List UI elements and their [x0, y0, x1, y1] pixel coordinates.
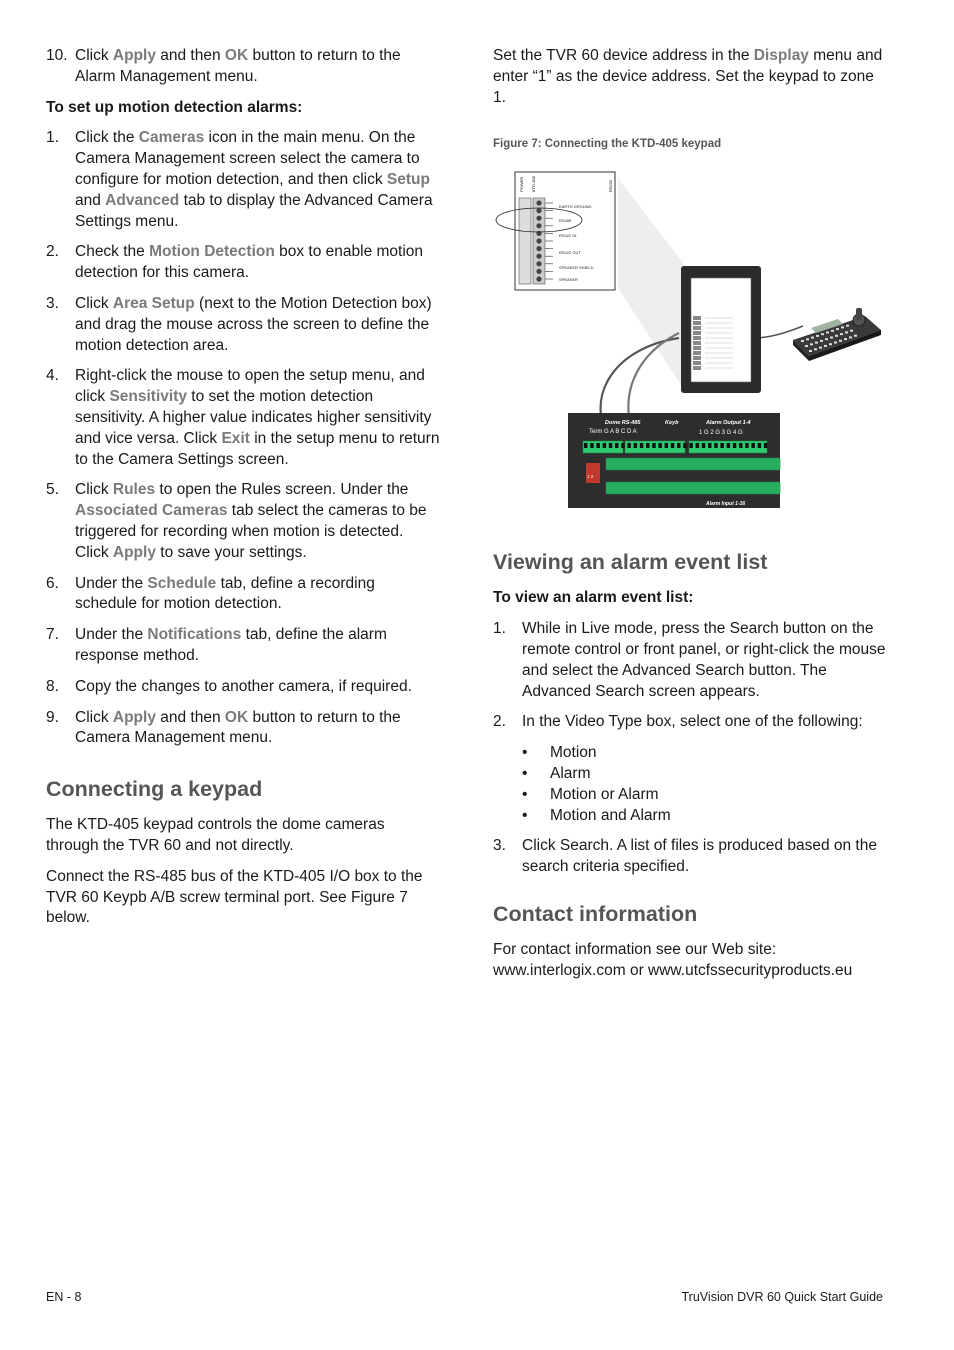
screw-terminal	[536, 231, 541, 236]
contact-text: For contact information see our Web site: www.interlogix.com or www.utcfssecurityproducts.eu	[493, 940, 853, 979]
terminal-hole	[634, 443, 638, 448]
ui-term: Schedule	[147, 574, 217, 592]
board-label: Keyb	[665, 420, 679, 427]
terminal-hole	[764, 443, 768, 448]
list-item	[46, 46, 441, 88]
keypad-key	[830, 337, 833, 339]
keypad-key	[815, 342, 818, 344]
list-item	[46, 574, 441, 616]
ktd-405-keypad	[793, 308, 881, 361]
list-item	[522, 806, 888, 827]
list-item	[493, 712, 888, 733]
bullet-text: Motion or Alarm	[550, 785, 659, 803]
step-text: (next to the Motion Detection box) and drag the mouse across the screen to define the motion detection area.	[75, 294, 432, 354]
ui-term: Sensitivity	[109, 388, 187, 406]
board-label: Dome RS-485	[605, 420, 641, 427]
intro-text: menu and enter “1” as the device address. Set the keypad to zone 1.	[493, 47, 883, 106]
keypad-key	[816, 335, 819, 337]
terminal-hole	[584, 443, 588, 448]
ui-term: Setup	[386, 170, 430, 188]
step-number: 10.	[46, 47, 68, 64]
list-item	[46, 625, 441, 667]
terminal-hole	[689, 443, 693, 448]
terminal-hole	[739, 443, 743, 448]
keypad-key	[844, 338, 847, 340]
io-terminal	[693, 341, 701, 345]
bullet-icon: •	[522, 744, 528, 762]
screw-terminal	[536, 239, 541, 244]
io-terminal	[693, 351, 701, 355]
step-number: 2.	[493, 713, 506, 731]
terminal-hole	[671, 443, 675, 448]
step-text: While in Live mode, press the Search button on the remote control or front panel, or right-click the mouse and select the Advanced Search button. The Advanced Search screen appears.	[522, 620, 886, 700]
keypad-title: Connecting a keypad	[46, 777, 263, 802]
figure-caption: Figure 7: Connecting the KTD-405 keypad	[493, 138, 722, 151]
list-item	[522, 764, 888, 785]
view-heading: To view an alarm event list:	[493, 589, 694, 607]
keypad-key	[840, 333, 843, 335]
ui-term: Apply	[112, 543, 156, 561]
board-label: Term G A B C D A	[589, 429, 637, 436]
list-item	[46, 708, 441, 750]
step-text: in the setup menu to return to the Camera Settings screen.	[75, 429, 440, 468]
bullet-text: Alarm	[550, 764, 591, 782]
bullet-text: Motion and Alarm	[550, 806, 671, 824]
step-text: to set the motion detection sensitivity. A higher value indicates higher sensitivity and vice versa. Click	[75, 388, 432, 447]
step-text: and	[75, 191, 106, 209]
list-item	[493, 836, 888, 878]
terminal-hole	[683, 443, 687, 448]
bullet-text: Motion	[550, 744, 597, 762]
step-text: Right-click the mouse to open the setup menu, and click	[75, 367, 425, 406]
inset-top-label: KTD-405	[531, 176, 536, 193]
step-number: 4.	[46, 367, 59, 385]
step-number: 7.	[46, 626, 59, 644]
list-item	[46, 294, 441, 356]
step-number: 2.	[46, 243, 59, 261]
ui-term: OK	[224, 708, 249, 726]
terminal-hole	[745, 443, 749, 448]
screw-terminal	[536, 269, 541, 274]
ui-term: Apply	[112, 708, 156, 726]
terminal-hole	[696, 443, 700, 448]
step-number: 1.	[46, 129, 59, 147]
terminal-hole	[621, 443, 625, 448]
ui-term: Rules	[112, 481, 156, 499]
terminal-hole	[720, 443, 724, 448]
step-text: Click	[75, 294, 113, 312]
keypad-key	[825, 339, 828, 341]
contact-title: Contact information	[493, 901, 698, 926]
footer-guide-title: TruVision DVR 60 Quick Start Guide	[681, 1290, 883, 1304]
keypad-key	[834, 342, 837, 344]
step-text: button to return to the Camera Management menu.	[75, 708, 401, 747]
step-text: button to return to the Alarm Management menu.	[75, 47, 401, 85]
screw-terminal	[536, 254, 541, 259]
terminal-hole	[733, 443, 737, 448]
intro-paragraph	[493, 46, 888, 108]
keypad-paragraph-1: The KTD-405 keypad controls the dome cameras through the TVR 60 and not directly.	[46, 816, 385, 854]
intro-text: Set the TVR 60 device address in the	[493, 47, 754, 64]
terminal-block	[606, 482, 780, 494]
board-label: Alarm Output 1-4	[706, 420, 751, 427]
keypad-key	[805, 345, 808, 347]
dip-label: 1 2	[587, 474, 594, 480]
keypad-key	[810, 344, 813, 346]
terminal-strip	[519, 198, 531, 284]
step-text: Under the	[75, 626, 148, 644]
keypad-key	[839, 340, 842, 342]
keypad-key	[846, 325, 849, 327]
step-text: Click	[75, 481, 113, 499]
list-item	[522, 743, 888, 764]
terminal-hole	[646, 443, 650, 448]
screw-terminal	[536, 216, 541, 221]
inset-top-label: POWER	[519, 177, 524, 193]
terminal-hole	[665, 443, 669, 448]
io-terminal	[693, 356, 701, 360]
list-item	[46, 366, 441, 470]
terminal-hole	[609, 443, 613, 448]
left-column	[46, 46, 441, 939]
screw-terminal	[536, 262, 541, 267]
inset-label: RS422 IN	[559, 233, 577, 239]
zoom-shade	[618, 178, 683, 388]
inset-label: EARTH GROUND	[559, 204, 592, 210]
terminal-hole	[590, 443, 594, 448]
dip-switch	[586, 463, 600, 483]
view-step-list	[493, 619, 888, 733]
keypad-paragraph-2: Connect the RS-485 bus of the KTD-405 I/O box to the TVR 60 Keypb A/B screw terminal port. See Figure 7 below.	[46, 867, 423, 927]
terminal-hole	[596, 443, 600, 448]
step-text: Click the	[75, 129, 139, 147]
step-text: icon in the main menu. On the Camera Management screen select the camera to configure for motion detection, and then click	[75, 129, 420, 188]
terminal-block	[606, 458, 780, 470]
list-item	[46, 242, 441, 284]
view-step-list-cont	[493, 836, 888, 878]
terminal-hole	[615, 443, 619, 448]
screw-terminal	[536, 208, 541, 213]
keypad-key	[811, 337, 814, 339]
keypad-key	[821, 334, 824, 336]
keypad-wiring-figure	[493, 158, 885, 508]
terminal-hole	[677, 443, 681, 448]
io-terminal	[693, 331, 701, 335]
motion-heading: To set up motion detection alarms:	[46, 98, 303, 116]
inset-label: RS485	[559, 218, 572, 224]
step-number: 5.	[46, 481, 59, 499]
inset-top-label: RS232	[608, 180, 613, 193]
inset-terminal-column	[519, 198, 553, 284]
step-number: 9.	[46, 708, 59, 726]
io-terminal	[693, 321, 701, 325]
list-item	[46, 677, 441, 698]
ui-term: OK	[224, 47, 249, 64]
step-number: 8.	[46, 677, 59, 695]
bullet-icon: •	[522, 764, 528, 782]
step-text: to open the Rules screen. Under the	[155, 481, 409, 499]
motion-step-list	[46, 128, 441, 749]
step-text: Check the	[75, 243, 150, 261]
ui-term: Cameras	[138, 129, 205, 147]
alarm-step-list	[46, 46, 441, 88]
keypad-key	[841, 327, 844, 329]
terminal-hole	[751, 443, 755, 448]
bullet-icon: •	[522, 785, 528, 803]
bullet-icon: •	[522, 806, 528, 824]
keypad-key	[854, 335, 857, 337]
ui-term: Display	[753, 47, 809, 64]
keypad-key	[836, 328, 839, 330]
io-terminal	[693, 366, 701, 370]
keypad-key	[845, 332, 848, 334]
keypad-key	[801, 340, 804, 342]
step-text: tab select the cameras to be triggered for recording when motion is detected. Click	[75, 502, 427, 561]
step-number: 1.	[493, 620, 506, 638]
board-label: Alarm Input 1-16	[706, 501, 746, 508]
ui-term: Apply	[112, 47, 156, 64]
step-text: tab to display the Advanced Camera Settings menu.	[75, 191, 433, 230]
keypad-key	[814, 349, 817, 351]
screw-terminal	[536, 246, 541, 251]
keypad-key	[819, 347, 822, 349]
terminal-hole	[708, 443, 712, 448]
terminal-hole	[714, 443, 718, 448]
inset-label: SPEAKER SHIELD	[559, 265, 594, 271]
ui-term: Exit	[221, 429, 250, 447]
screw-terminal	[536, 201, 541, 206]
keypad-key	[835, 335, 838, 337]
step-text: Under the	[75, 574, 148, 592]
list-item	[46, 480, 441, 563]
ui-term: Area Setup	[112, 294, 195, 312]
step-number: 6.	[46, 574, 59, 592]
step-text: tab, define a recording schedule for motion detection.	[75, 574, 375, 613]
io-terminal	[693, 336, 701, 340]
inset-label: SPEAKER	[559, 277, 578, 283]
io-terminal	[693, 316, 701, 320]
list-item	[493, 619, 888, 702]
terminal-hole	[603, 443, 607, 448]
step-text: Click	[75, 47, 113, 64]
step-text: In the Video Type box, select one of the following:	[522, 713, 863, 731]
step-text: Copy the changes to another camera, if required.	[75, 677, 412, 695]
io-terminal	[693, 346, 701, 350]
ui-term: Notifications	[147, 626, 242, 644]
board-label: 1 G 2 G 3 G 4 G	[699, 430, 743, 437]
step-text: and then	[155, 47, 225, 64]
video-type-list	[522, 743, 888, 826]
keypad-key	[820, 340, 823, 342]
terminal-hole	[627, 443, 631, 448]
screw-terminal	[536, 277, 541, 282]
keypad-key	[850, 330, 853, 332]
right-column	[493, 46, 888, 992]
keypad-key	[831, 330, 834, 332]
ui-term: Motion Detection	[149, 243, 275, 261]
terminal-hole	[658, 443, 662, 448]
step-number: 3.	[46, 294, 59, 312]
keypad-key	[829, 344, 832, 346]
terminal-hole	[727, 443, 731, 448]
step-text: tab, define the alarm response method.	[75, 626, 387, 664]
keypad-key	[806, 339, 809, 341]
io-terminal	[693, 326, 701, 330]
io-terminal	[693, 361, 701, 365]
list-item	[46, 128, 441, 232]
step-number: 3.	[493, 837, 506, 855]
screw-terminal	[536, 224, 541, 229]
keypad-key	[824, 345, 827, 347]
terminal-hole	[758, 443, 762, 448]
terminal-hole	[640, 443, 644, 448]
terminal-hole	[702, 443, 706, 448]
viewing-title: Viewing an alarm event list	[493, 550, 768, 575]
ui-term: Associated Cameras	[75, 502, 228, 520]
keypad-key	[849, 337, 852, 339]
step-text: Click Search. A list of files is produced based on the search criteria specified.	[522, 837, 877, 876]
keypad-key	[826, 332, 829, 334]
step-text: Click	[75, 708, 113, 726]
step-text: to save your settings.	[155, 543, 307, 561]
step-text: and then	[155, 708, 225, 726]
step-text: box to enable motion detection for this camera.	[75, 243, 424, 282]
ui-term: Advanced	[105, 191, 180, 209]
list-item	[522, 785, 888, 806]
inset-label: RS422 OUT	[559, 250, 581, 256]
footer-page-number: EN - 8	[46, 1290, 82, 1304]
terminal-hole	[652, 443, 656, 448]
keypad-key	[809, 350, 812, 352]
